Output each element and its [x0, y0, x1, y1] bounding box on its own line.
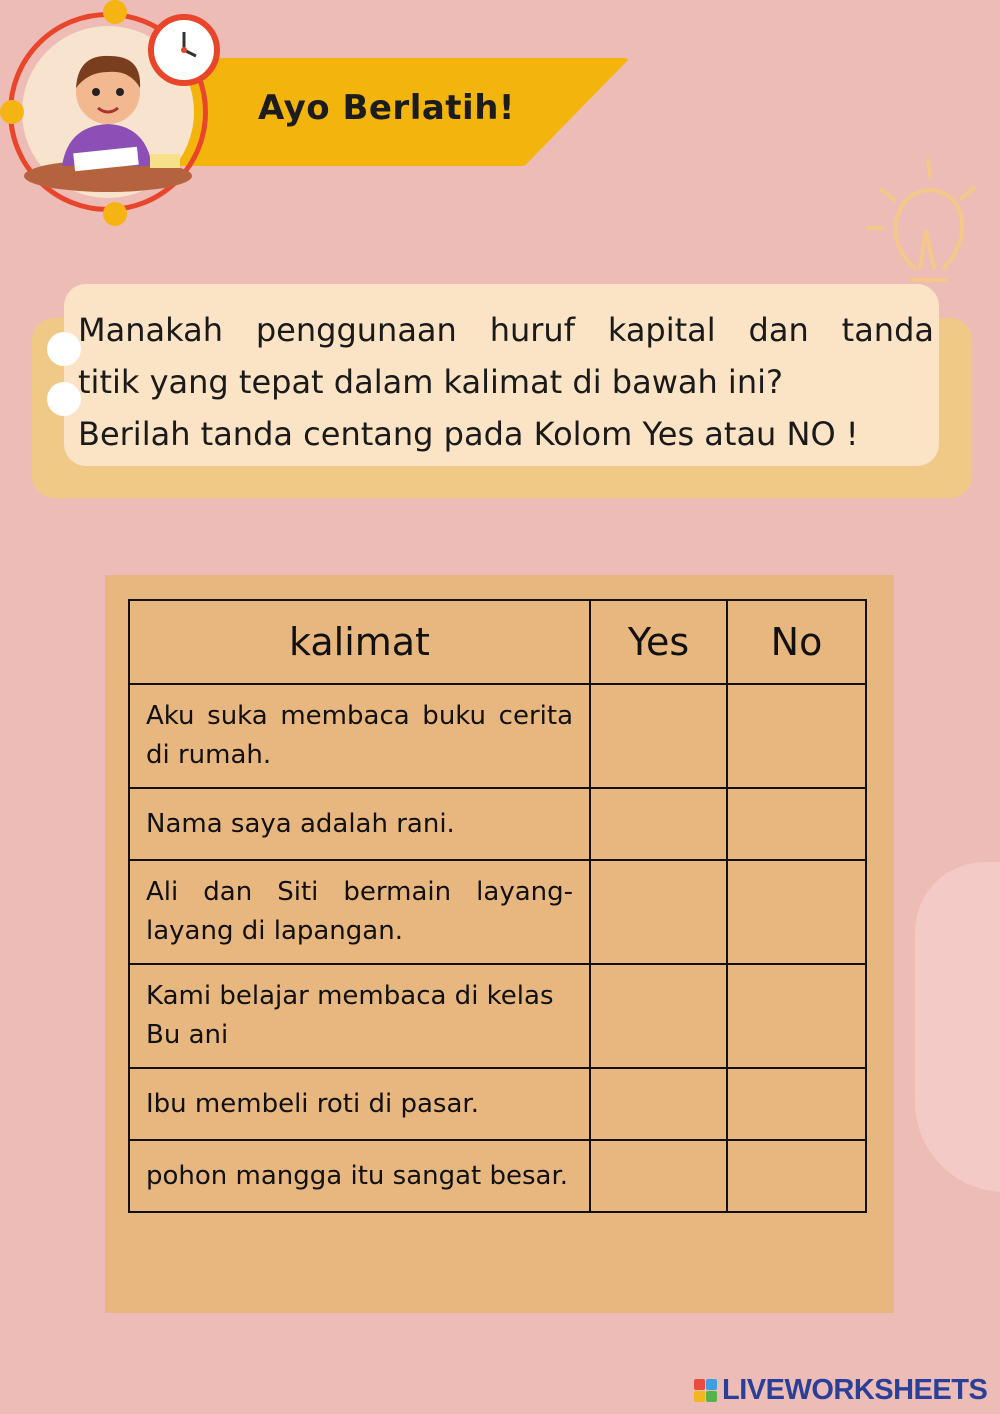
instruction-text [78, 304, 934, 460]
ring-dot [103, 0, 127, 24]
yes-checkbox-cell[interactable] [590, 860, 727, 964]
no-checkbox-cell[interactable] [727, 1068, 866, 1140]
no-checkbox-cell[interactable] [727, 860, 866, 964]
table-row [129, 964, 866, 1068]
binder-hole [47, 332, 81, 366]
no-checkbox-cell[interactable] [727, 788, 866, 860]
yes-checkbox-cell[interactable] [590, 684, 727, 788]
ring-dot [0, 100, 24, 124]
sentence-cell: Aku suka membaca buku cerita di rumah. [129, 684, 590, 788]
instruction-line: Berilah tanda centang pada Kolom Yes atau NO ! [78, 415, 859, 453]
no-checkbox-cell[interactable] [727, 1140, 866, 1212]
column-header-kalimat: kalimat [129, 600, 590, 684]
table-row [129, 1140, 866, 1212]
yes-checkbox-cell[interactable] [590, 788, 727, 860]
binder-hole [47, 382, 81, 416]
table-row [129, 788, 866, 860]
sentence-cell: pohon mangga itu sangat besar. [129, 1140, 590, 1212]
lightbulb-icon [862, 150, 982, 294]
answer-table [128, 599, 867, 1213]
sentence-cell: Kami belajar membaca di kelas Bu ani [129, 964, 590, 1068]
column-header-yes: Yes [590, 600, 727, 684]
sentence-cell: Ibu membeli roti di pasar. [129, 1068, 590, 1140]
yes-checkbox-cell[interactable] [590, 1140, 727, 1212]
ring-dot [103, 202, 127, 226]
sentence-cell: Ali dan Siti bermain layang-layang di lapangan. [129, 860, 590, 964]
yes-checkbox-cell[interactable] [590, 1068, 727, 1140]
table-row [129, 860, 866, 964]
liveworksheets-logo[interactable] [694, 1374, 987, 1407]
table-header-row [129, 600, 866, 684]
clock-icon [148, 14, 220, 86]
instruction-line: Manakah penggunaan huruf kapital dan tanda [78, 311, 934, 349]
instruction-line: titik yang tepat dalam kalimat di bawah ini? [78, 363, 783, 401]
liveworksheets-logo-icon [694, 1379, 717, 1402]
yes-checkbox-cell[interactable] [590, 964, 727, 1068]
column-header-no: No [727, 600, 866, 684]
logo-text: LIVEWORKSHEETS [722, 1374, 988, 1406]
no-checkbox-cell[interactable] [727, 684, 866, 788]
background-decoration [915, 862, 1000, 1192]
table-row [129, 684, 866, 788]
sentence-cell: Nama saya adalah rani. [129, 788, 590, 860]
no-checkbox-cell[interactable] [727, 964, 866, 1068]
page-title: Ayo Berlatih! [258, 88, 515, 128]
table-row [129, 1068, 866, 1140]
